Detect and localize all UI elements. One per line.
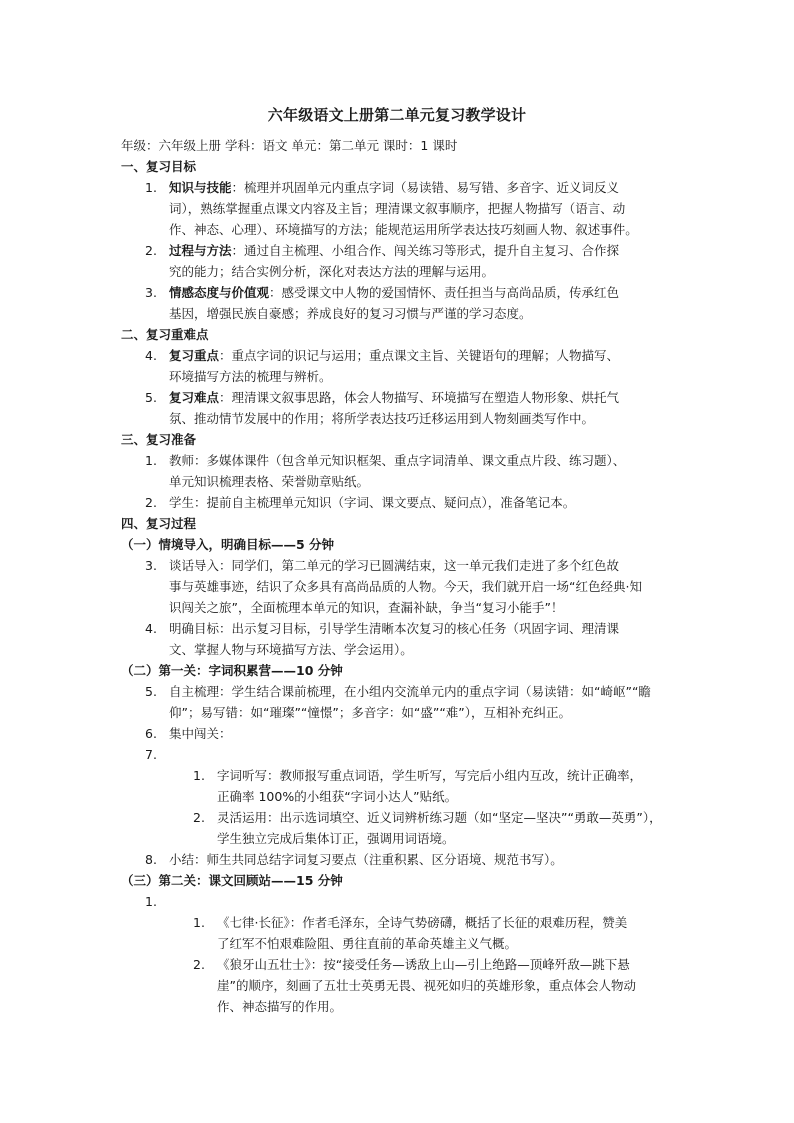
document-title: 六年级语文上册第二单元复习教学设计	[267, 106, 527, 124]
item-text: 基因，增强民族自豪感；养成良好的复习习惯与严谨的学习态度。	[169, 306, 532, 321]
list-number: 2.	[145, 495, 157, 510]
item-text: 词），熟练掌握重点课文内容及主旨；理清课文叙事顺序，把握人物描写（语言、动	[169, 201, 626, 216]
subsection-heading-texts: （三）第二关：课文回顾站——15 分钟	[121, 873, 343, 888]
list-number: 4.	[145, 348, 157, 363]
list-number: 1.	[145, 453, 157, 468]
list-number: 3.	[145, 285, 157, 300]
item-text: 明确目标：出示复习目标，引导学生清晰本次复习的核心任务（巩固字词、理清课	[169, 621, 620, 636]
list-number: 7.	[145, 747, 157, 762]
item-text: 灵活运用：出示选词填空、近义词辨析练习题（如“坚定—坚决”“勇敢—英勇”），	[217, 810, 662, 825]
item-text: ：梳理并巩固单元内重点字词（易读错、易写错、多音字、近义词反义	[231, 180, 620, 195]
item-text: 字词听写：教师报写重点词语，学生听写，写完后小组内互改，统计正确率，	[217, 768, 643, 783]
item-text: 教师：多媒体课件（包含单元知识框架、重点字词清单、课文重点片段、练习题）、	[169, 453, 626, 468]
item-text: 自主梳理：学生结合课前梳理，在小组内交流单元内的重点字词（易读错：如“崎岖”“瞻	[169, 684, 651, 699]
item-text: 学生：提前自主梳理单元知识（字词、课文要点、疑问点），准备笔记本。	[169, 495, 576, 510]
list-number: 1.	[145, 894, 157, 909]
list-item	[169, 179, 619, 197]
item-text: ：感受课文中人物的爱国情怀、责任担当与高尚品质，传承红色	[269, 285, 620, 300]
list-number: 2.	[193, 957, 205, 972]
list-item	[169, 242, 619, 260]
item-text: 了红军不怕艰难险阻、勇往直前的革命英雄主义气概。	[217, 936, 518, 951]
item-text: 崖”的顺序，刻画了五壮士英勇无畏、视死如归的英雄形象，重点体会人物动	[217, 978, 636, 993]
item-text: ：通过自主梳理、小组合作、闯关练习等形式，提升自主复习、合作探	[231, 243, 620, 258]
item-text: 单元知识梳理表格、荣誉勋章贴纸。	[169, 474, 370, 489]
item-label: 情感态度与价值观	[169, 285, 270, 300]
list-number: 2.	[145, 243, 157, 258]
lesson-meta: 年级：六年级上册 学科：语文 单元：第二单元 课时：1 课时	[121, 138, 458, 153]
list-number: 1.	[193, 768, 205, 783]
item-text: 环境描写方法的梳理与辨析。	[169, 369, 332, 384]
item-text: 作、神态、心理）、环境描写的方法；能规范运用所学表达技巧刻画人物、叙述事件。	[169, 222, 638, 237]
list-number: 1.	[193, 915, 205, 930]
list-number: 4.	[145, 621, 157, 636]
item-text: 识闯关之旅”，全面梳理本单元的知识，查漏补缺，争当“复习小能手”！	[169, 600, 564, 615]
item-text: 事与英雄事迹，结识了众多具有高尚品质的人物。今天，我们就开启一场“红色经典·知	[169, 579, 642, 594]
item-text: 小结：师生共同总结字词复习要点（注重积累、区分语境、规范书写）。	[169, 852, 563, 867]
item-text: ：理清课文叙事思路，体会人物描写、环境描写在塑造人物形象、烘托气	[219, 390, 620, 405]
list-number: 2.	[193, 810, 205, 825]
item-text: 正确率 100%的小组获“字词小达人”贴纸。	[217, 789, 458, 804]
list-number: 3.	[145, 558, 157, 573]
subsection-heading-vocab: （二）第一关：字词积累营——10 分钟	[121, 663, 343, 678]
list-number: 5.	[145, 390, 157, 405]
item-label: 复习难点	[169, 390, 220, 405]
section-heading-process: 四、复习过程	[121, 516, 197, 531]
item-text: 学生独立完成后集体订正，强调用词语境。	[217, 831, 455, 846]
section-heading-goals: 一、复习目标	[121, 159, 197, 174]
item-text: 集中闯关：	[169, 726, 232, 741]
item-label: 过程与方法	[169, 243, 232, 258]
list-item	[169, 389, 619, 407]
list-number: 5.	[145, 684, 157, 699]
list-item	[169, 347, 619, 365]
list-number: 8.	[145, 852, 157, 867]
item-text: 《狼牙山五壮士》：按“接受任务—诱敌上山—引上绝路—顶峰歼敌—跳下悬	[217, 957, 630, 972]
section-heading-preparation: 三、复习准备	[121, 432, 197, 447]
item-text: 氛、推动情节发展中的作用；将所学表达技巧迁移运用到人物刻画类写作中。	[169, 411, 595, 426]
item-text: 作、神态描写的作用。	[217, 999, 343, 1014]
list-number: 6.	[145, 726, 157, 741]
section-heading-key-points: 二、复习重难点	[121, 327, 209, 342]
list-item	[169, 284, 619, 302]
list-number: 1.	[145, 180, 157, 195]
item-text: 仰”；易写错：如“璀璨”“憧憬”；多音字：如“盛”“难”），互相补充纠正。	[169, 705, 572, 720]
item-label: 知识与技能	[169, 180, 232, 195]
item-text: 究的能力；结合实例分析，深化对表达方法的理解与运用。	[169, 264, 495, 279]
item-text: ：重点字词的识记与运用；重点课文主旨、关键语句的理解；人物描写、	[219, 348, 620, 363]
item-text: 文、掌握人物与环境描写方法、学会运用）。	[169, 642, 413, 657]
item-text: 谈话导入：同学们，第二单元的学习已圆满结束，这一单元我们走进了多个红色故	[169, 558, 620, 573]
subsection-heading-intro: （一）情境导入，明确目标——5 分钟	[121, 537, 335, 552]
item-label: 复习重点	[169, 348, 220, 363]
item-text: 《七律·长征》：作者毛泽东，全诗气势磅礴，概括了长征的艰难历程，赞美	[217, 915, 628, 930]
